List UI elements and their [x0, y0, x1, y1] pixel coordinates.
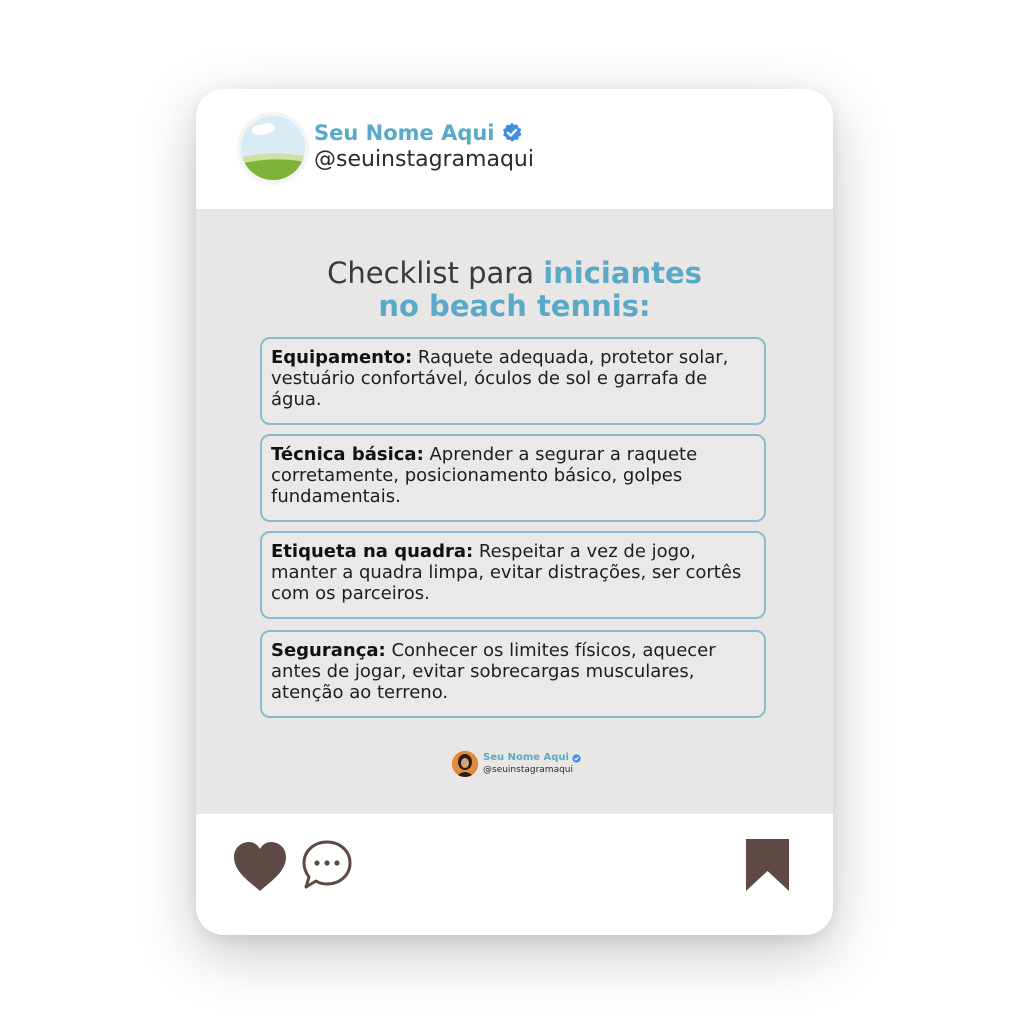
item-label: Técnica básica:	[271, 444, 424, 465]
signature-text	[483, 752, 581, 776]
signature-avatar	[452, 751, 478, 777]
speech-bubble-icon[interactable]	[301, 839, 353, 891]
item-label: Segurança:	[271, 640, 386, 661]
author-handle[interactable]: @seuinstagramaqui	[314, 147, 534, 172]
landscape-avatar-image	[241, 116, 305, 180]
item-label: Etiqueta na quadra:	[271, 541, 474, 562]
checklist-item-etiqueta	[260, 531, 766, 619]
item-text: Raquete adequada, protetor solar, vestuário confortável, óculos de sol e garrafa de água.	[271, 347, 729, 410]
checklist-item-tecnica	[260, 434, 766, 522]
title-prefix: Checklist para	[327, 256, 544, 290]
item-text: Conhecer os limites físicos, aquecer antes de jogar, evitar sobrecargas musculares, atenção ao terreno.	[271, 640, 716, 703]
verified-badge-icon	[572, 754, 581, 763]
signature-name: Seu Nome Aqui	[483, 752, 569, 763]
post-title	[196, 257, 833, 323]
author-name[interactable]: Seu Nome Aqui	[314, 121, 495, 145]
checklist-item-seguranca	[260, 630, 766, 718]
verified-badge-icon	[501, 122, 523, 144]
title-accent-2: no beach tennis:	[378, 289, 651, 323]
signature-handle: @seuinstagramaqui	[483, 765, 573, 775]
author-name-row	[314, 119, 523, 147]
post-image	[196, 209, 833, 814]
title-accent-1: iniciantes	[543, 256, 702, 290]
item-label: Equipamento:	[271, 347, 413, 368]
person-avatar-image	[452, 751, 478, 777]
item-text: Aprender a segurar a raquete corretamente, posicionamento básico, golpes fundamentais.	[271, 444, 698, 507]
signature	[452, 749, 581, 779]
post-card	[196, 89, 833, 935]
profile-avatar[interactable]	[241, 116, 305, 180]
signature-name-row	[483, 752, 581, 764]
item-text: Respeitar a vez de jogo, manter a quadra limpa, evitar distrações, ser cortês com os parceiros.	[271, 541, 742, 604]
heart-icon[interactable]	[232, 841, 288, 893]
post-actions	[196, 814, 833, 935]
post-header	[196, 89, 833, 209]
checklist-item-equipamento	[260, 337, 766, 425]
bookmark-icon[interactable]	[745, 838, 790, 892]
